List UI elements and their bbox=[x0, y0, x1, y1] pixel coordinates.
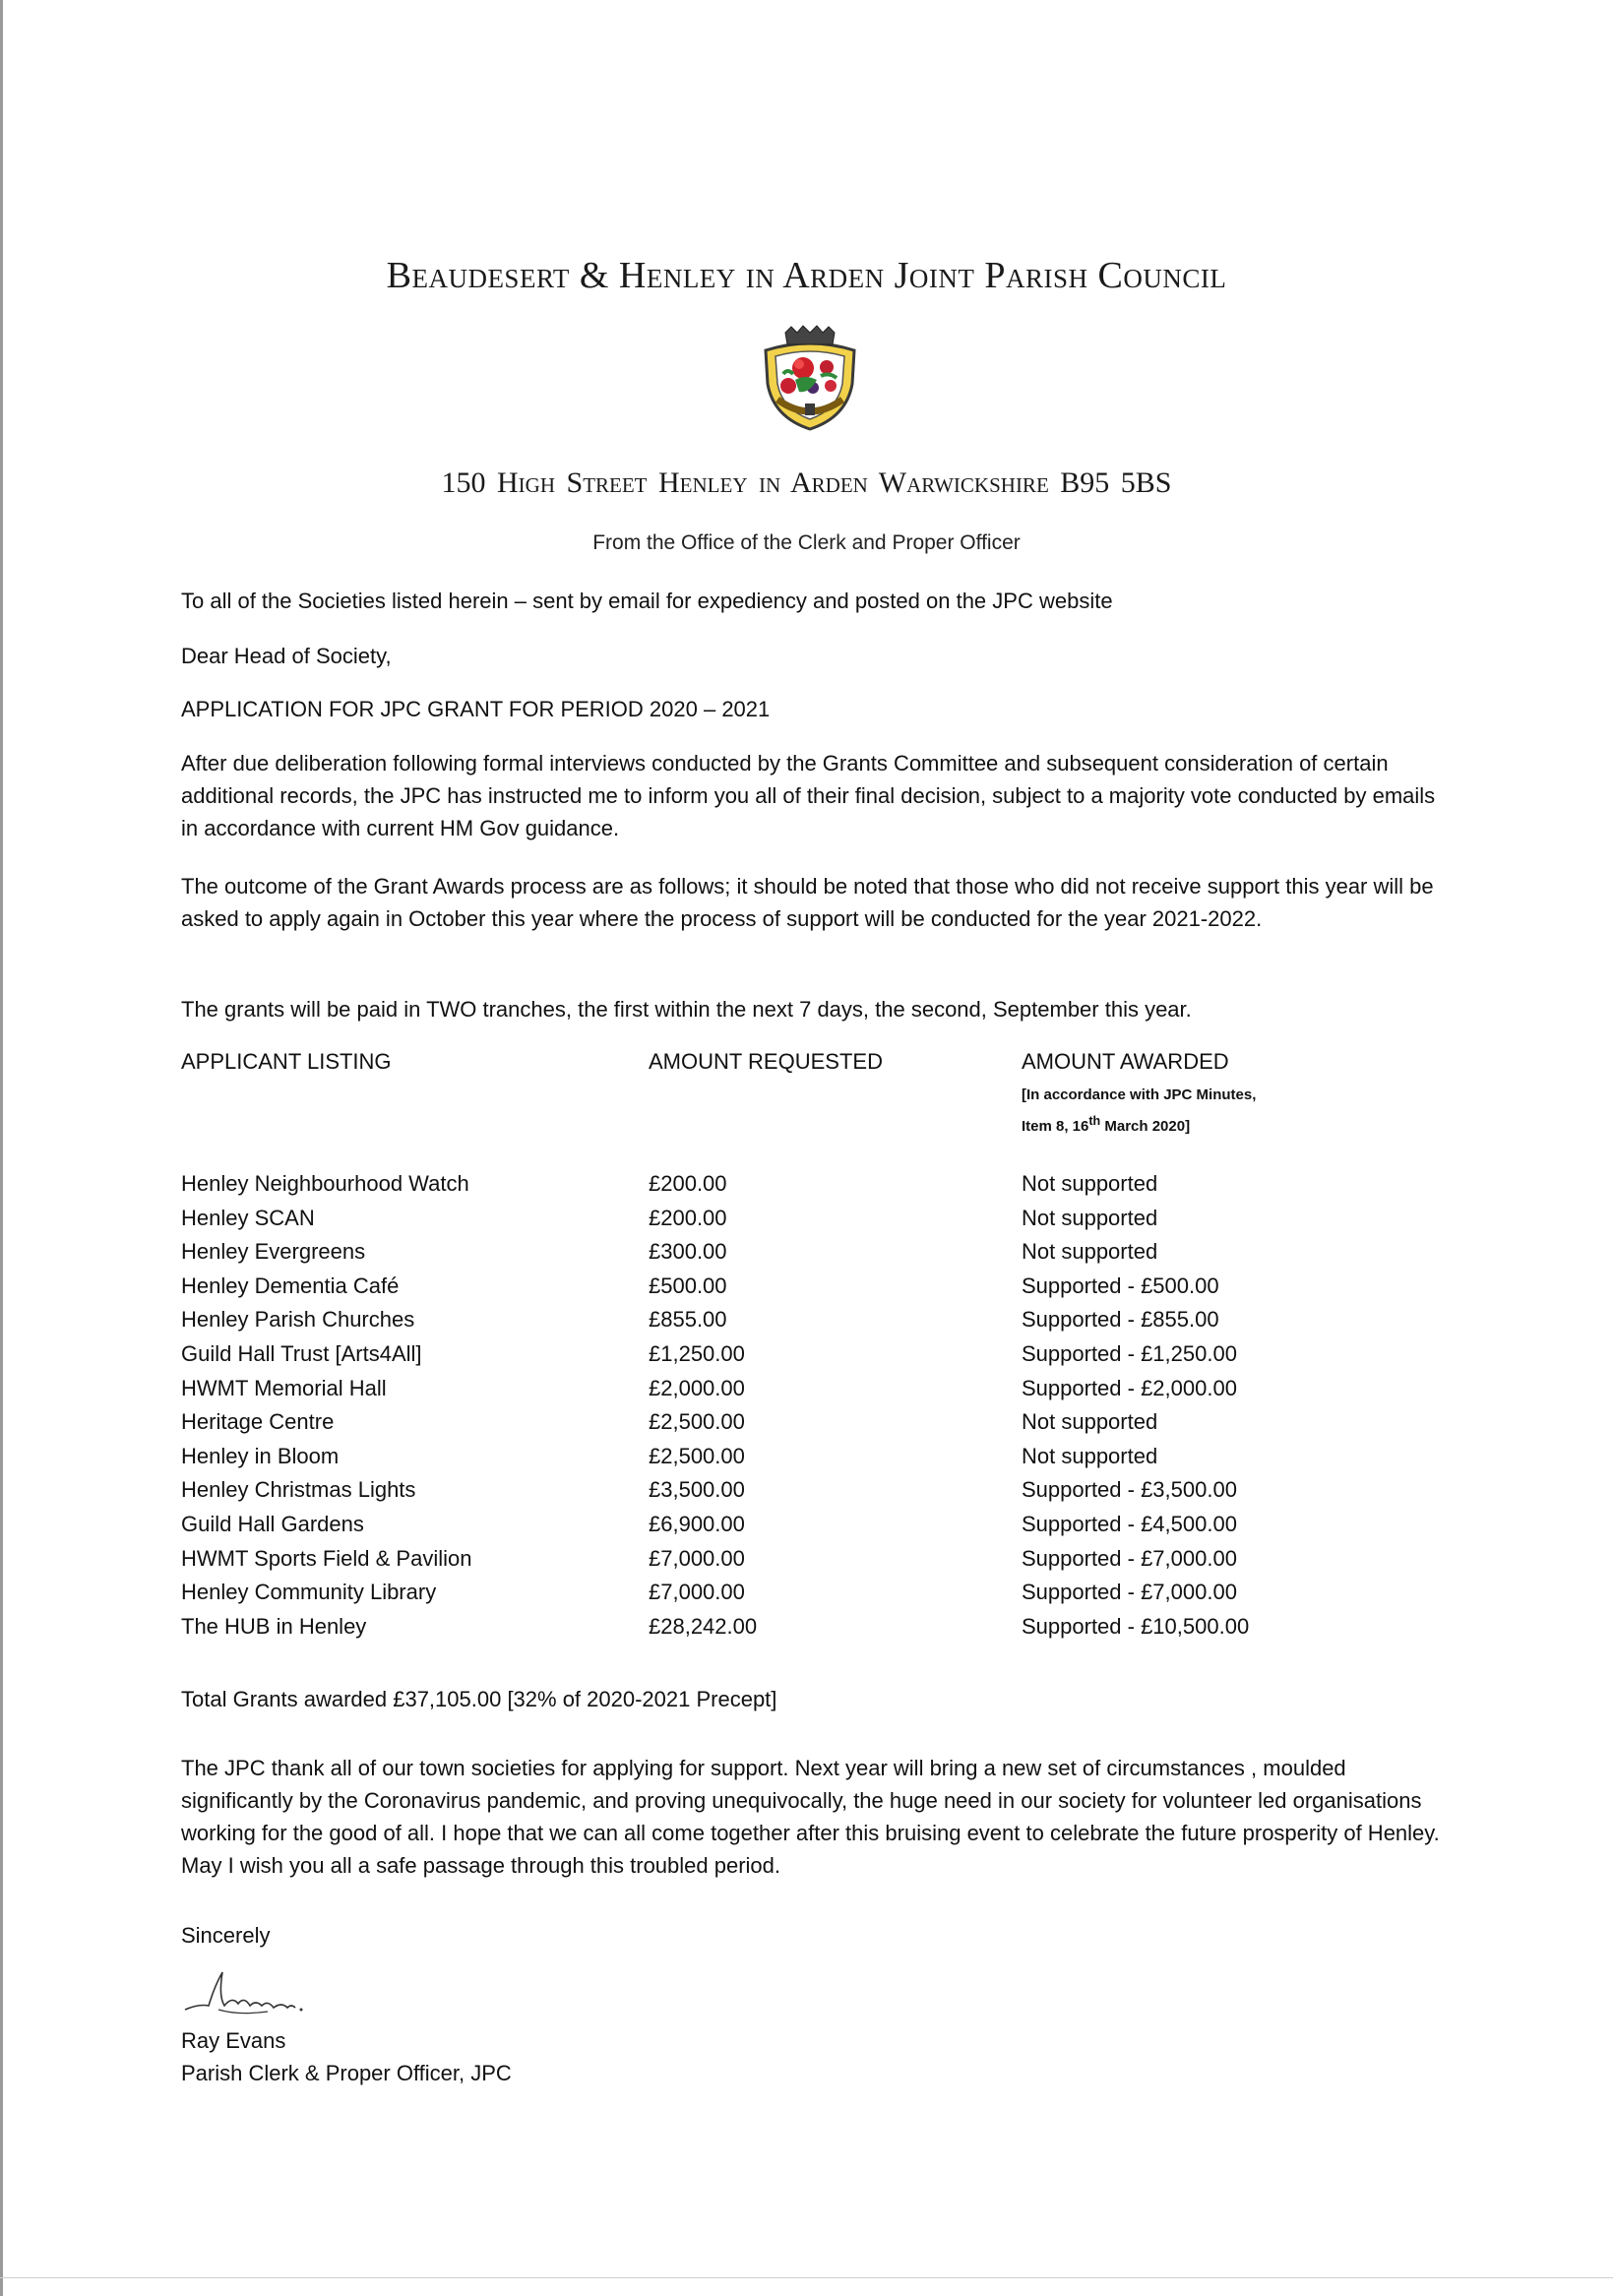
header-applicant: APPLICANT LISTING bbox=[181, 1049, 392, 1074]
table-row bbox=[0, 1206, 1613, 1240]
sincerely: Sincerely bbox=[181, 1923, 271, 1948]
table-row bbox=[0, 1376, 1613, 1410]
amount-awarded: Supported - £7,000.00 bbox=[1022, 1545, 1237, 1571]
amount-requested: £7,000.00 bbox=[649, 1580, 745, 1605]
applicant-name: Henley Christmas Lights bbox=[181, 1477, 416, 1503]
applicant-name: Heritage Centre bbox=[181, 1409, 335, 1435]
amount-awarded: Supported - £3,500.00 bbox=[1022, 1477, 1237, 1503]
header-awarded: AMOUNT AWARDED bbox=[1022, 1049, 1229, 1074]
awarded-note-sup: th bbox=[1088, 1114, 1101, 1128]
table-row bbox=[0, 1546, 1613, 1581]
signer-name: Ray Evans bbox=[181, 2028, 286, 2053]
amount-requested: £28,242.00 bbox=[649, 1613, 758, 1639]
table-row bbox=[0, 1171, 1613, 1206]
applicant-name: Henley in Bloom bbox=[181, 1443, 340, 1468]
applicant-name: HWMT Sports Field & Pavilion bbox=[181, 1545, 472, 1571]
table-row bbox=[0, 1239, 1613, 1273]
paragraph-tranches: The grants will be paid in TWO tranches, the first within the next 7 days, the second, September this year. bbox=[181, 997, 1192, 1022]
amount-requested: £3,500.00 bbox=[649, 1477, 745, 1503]
applicant-name: Henley SCAN bbox=[181, 1205, 315, 1230]
applicant-name: Guild Hall Trust [Arts4All] bbox=[181, 1340, 422, 1366]
table-row bbox=[0, 1477, 1613, 1512]
table-row bbox=[0, 1409, 1613, 1444]
table-row bbox=[0, 1341, 1613, 1376]
table-row bbox=[0, 1444, 1613, 1478]
awarded-note-line-1: [In accordance with JPC Minutes, bbox=[1022, 1086, 1257, 1103]
amount-awarded: Not supported bbox=[1022, 1409, 1158, 1435]
signature-image bbox=[179, 1966, 376, 2025]
amount-awarded: Not supported bbox=[1022, 1239, 1158, 1265]
council-name: Beaudesert & Henley in Arden Joint Parish Council bbox=[386, 255, 1227, 296]
closing-paragraph: The JPC thank all of our town societies for applying for support. Next year will bring a new set of circumstances , moulded significantly by the Coronavirus pandemic, and proving unequivocally, the huge need in our society for volunteer led organisations working for the good of all. I hope that we can all come together after this bruising event to celebrate the future prosperity of Henley. May I wish you all a safe passage through this troubled period. bbox=[181, 1756, 1440, 1878]
scan-bottom-line bbox=[0, 2277, 1613, 2278]
subject-line: APPLICATION FOR JPC GRANT FOR PERIOD 2020 – 2021 bbox=[181, 697, 771, 721]
amount-awarded: Supported - £2,000.00 bbox=[1022, 1375, 1237, 1400]
amount-awarded: Not supported bbox=[1022, 1205, 1158, 1230]
amount-requested: £200.00 bbox=[649, 1171, 727, 1196]
amount-requested: £500.00 bbox=[649, 1272, 727, 1298]
amount-awarded: Not supported bbox=[1022, 1443, 1158, 1468]
council-address: 150 High Street Henley in Arden Warwickshire B95 5BS bbox=[441, 466, 1172, 499]
paragraph-outcome: The outcome of the Grant Awards process are as follows; it should be noted that those who did not receive support this year will be asked to apply again in October this year where the process of support will be conducted for the year 2021-2022. bbox=[181, 874, 1434, 931]
amount-requested: £2,500.00 bbox=[649, 1443, 745, 1468]
signer-role: Parish Clerk & Proper Officer, JPC bbox=[181, 2061, 512, 2085]
applicant-name: Henley Dementia Café bbox=[181, 1272, 400, 1298]
amount-requested: £6,900.00 bbox=[649, 1511, 745, 1536]
table-row bbox=[0, 1273, 1613, 1308]
paragraph-decision: After due deliberation following formal interviews conducted by the Grants Committee and subsequent consideration of certain additional records, the JPC has instructed me to inform you all of their final decision, subject to a majority vote conducted by emails in accordance with current HM Gov guidance. bbox=[181, 751, 1436, 840]
amount-requested: £2,500.00 bbox=[649, 1409, 745, 1435]
amount-awarded: Supported - £10,500.00 bbox=[1022, 1613, 1250, 1639]
table-row bbox=[0, 1512, 1613, 1546]
applicant-name: The HUB in Henley bbox=[181, 1613, 367, 1639]
amount-requested: £855.00 bbox=[649, 1307, 727, 1333]
amount-requested: £1,250.00 bbox=[649, 1340, 745, 1366]
amount-awarded: Supported - £500.00 bbox=[1022, 1272, 1219, 1298]
applicant-name: HWMT Memorial Hall bbox=[181, 1375, 387, 1400]
applicant-name: Henley Neighbourhood Watch bbox=[181, 1171, 469, 1196]
table-row bbox=[0, 1307, 1613, 1341]
scan-edge bbox=[0, 0, 3, 2296]
amount-awarded: Supported - £855.00 bbox=[1022, 1307, 1219, 1333]
amount-awarded: Not supported bbox=[1022, 1171, 1158, 1196]
header-requested: AMOUNT REQUESTED bbox=[649, 1049, 883, 1074]
awarded-note-line-2 bbox=[1022, 1108, 1256, 1140]
amount-awarded: Supported - £4,500.00 bbox=[1022, 1511, 1237, 1536]
awarded-note-prefix: Item 8, 16 bbox=[1022, 1118, 1089, 1135]
amount-requested: £200.00 bbox=[649, 1205, 727, 1230]
council-crest-icon bbox=[756, 323, 864, 433]
total-grants: Total Grants awarded £37,105.00 [32% of 2020-2021 Precept] bbox=[181, 1687, 777, 1711]
amount-requested: £2,000.00 bbox=[649, 1375, 745, 1400]
intro-line: To all of the Societies listed herein – sent by email for expediency and posted on the JPC website bbox=[181, 589, 1113, 613]
table-row bbox=[0, 1614, 1613, 1648]
awarded-note-suffix: March 2020] bbox=[1100, 1118, 1191, 1135]
amount-awarded: Supported - £7,000.00 bbox=[1022, 1580, 1237, 1605]
amount-requested: £7,000.00 bbox=[649, 1545, 745, 1571]
applicant-name: Henley Community Library bbox=[181, 1580, 437, 1605]
grant-table bbox=[0, 1171, 1613, 1647]
amount-awarded: Supported - £1,250.00 bbox=[1022, 1340, 1237, 1366]
applicant-name: Henley Parish Churches bbox=[181, 1307, 415, 1333]
applicant-name: Henley Evergreens bbox=[181, 1239, 366, 1265]
office-line: From the Office of the Clerk and Proper Officer bbox=[592, 531, 1021, 554]
amount-requested: £300.00 bbox=[649, 1239, 727, 1265]
table-row bbox=[0, 1580, 1613, 1614]
greeting: Dear Head of Society, bbox=[181, 644, 392, 668]
applicant-name: Guild Hall Gardens bbox=[181, 1511, 364, 1536]
awarded-note bbox=[1022, 1083, 1256, 1140]
